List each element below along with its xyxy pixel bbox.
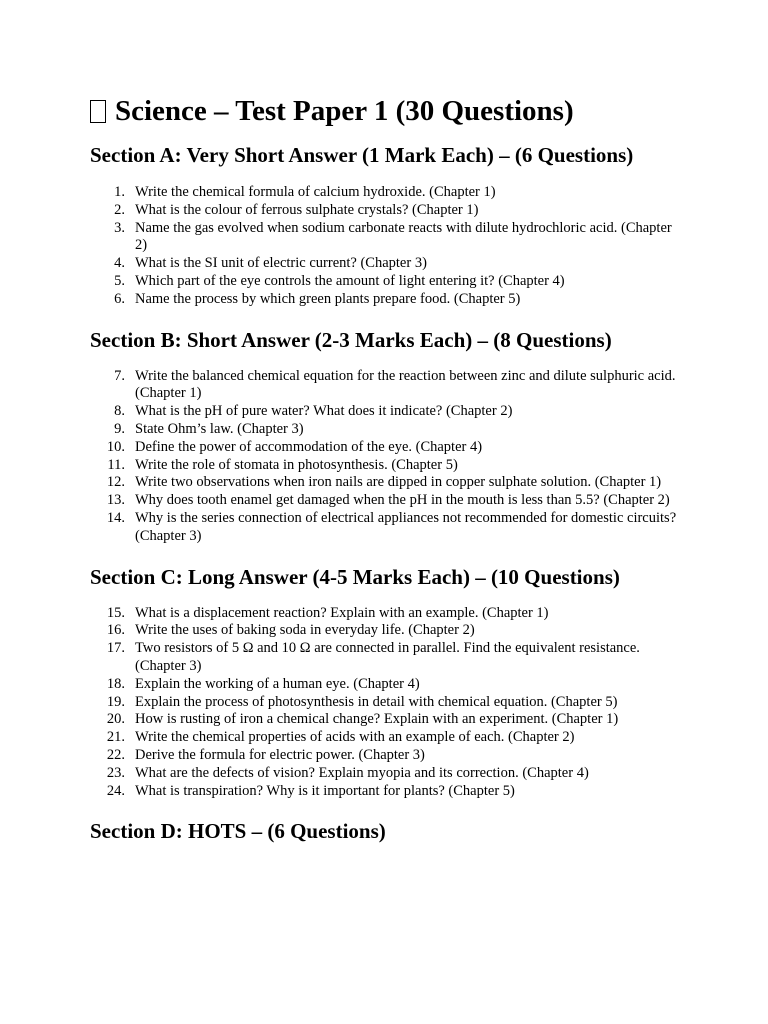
question-item xyxy=(90,765,678,783)
question-number: 22. xyxy=(106,746,125,763)
question-text: What is the colour of ferrous sulphate crystals? (Chapter 1) xyxy=(135,201,479,218)
question-item xyxy=(90,492,678,510)
question-item xyxy=(90,676,678,694)
question-number: 7. xyxy=(114,367,125,384)
question-item xyxy=(90,640,678,676)
question-text: Why is the series connection of electrical appliances not recommended for domestic circuits? (Chapter 3) xyxy=(135,509,677,544)
question-item xyxy=(90,457,678,475)
question-text: State Ohm’s law. (Chapter 3) xyxy=(135,420,304,437)
question-text: What is transpiration? Why is it important for plants? (Chapter 5) xyxy=(135,782,515,799)
question-text: What is a displacement reaction? Explain with an example. (Chapter 1) xyxy=(135,604,549,621)
page-title xyxy=(90,93,678,129)
question-item xyxy=(90,622,678,640)
question-text: Define the power of accommodation of the eye. (Chapter 4) xyxy=(135,438,483,455)
question-item xyxy=(90,220,678,256)
question-item xyxy=(90,439,678,457)
section-b-heading: Section B: Short Answer (2-3 Marks Each) – (8 Questions) xyxy=(90,327,612,352)
question-text: Explain the process of photosynthesis in detail with chemical equation. (Chapter 5) xyxy=(135,693,618,710)
question-text: Write the balanced chemical equation for the reaction between zinc and dilute sulphuric acid. (Chapter 1) xyxy=(135,367,676,402)
question-number: 23. xyxy=(106,764,125,781)
question-number: 1. xyxy=(114,184,125,200)
question-number: 12. xyxy=(106,474,125,491)
question-text: Explain the working of a human eye. (Chapter 4) xyxy=(135,675,420,692)
question-item xyxy=(90,474,678,492)
section-c-heading: Section C: Long Answer (4-5 Marks Each) – (10 Questions) xyxy=(90,564,620,589)
question-text: Name the process by which green plants prepare food. (Chapter 5) xyxy=(135,290,521,307)
missing-glyph-icon xyxy=(90,100,106,123)
question-item xyxy=(90,711,678,729)
question-number: 8. xyxy=(114,403,125,420)
section-c-question-list xyxy=(90,605,678,801)
question-number: 16. xyxy=(106,622,125,639)
question-item xyxy=(90,403,678,421)
question-number: 5. xyxy=(114,272,125,289)
question-text: Write the uses of baking soda in everyday life. (Chapter 2) xyxy=(135,622,475,639)
question-number: 20. xyxy=(106,711,125,728)
question-item xyxy=(90,368,678,404)
question-number: 4. xyxy=(114,255,125,272)
page-title-text: Science – Test Paper 1 (30 Questions) xyxy=(115,95,574,127)
question-number: 14. xyxy=(106,509,125,526)
question-number: 11. xyxy=(107,456,125,473)
question-number: 3. xyxy=(114,219,125,236)
question-item xyxy=(90,729,678,747)
question-number: 17. xyxy=(106,640,125,657)
section-a-question-list xyxy=(90,184,678,309)
question-item xyxy=(90,510,678,546)
question-text: Write the chemical formula of calcium hydroxide. (Chapter 1) xyxy=(135,184,496,200)
question-text: What is the SI unit of electric current? (Chapter 3) xyxy=(135,255,427,272)
question-text: Which part of the eye controls the amount of light entering it? (Chapter 4) xyxy=(135,272,565,289)
question-item xyxy=(90,255,678,273)
question-text: Why does tooth enamel get damaged when the pH in the mouth is less than 5.5? (Chapter 2) xyxy=(135,492,670,509)
question-number: 18. xyxy=(106,675,125,692)
question-item xyxy=(90,273,678,291)
question-item xyxy=(90,291,678,309)
question-item xyxy=(90,783,678,801)
question-text: How is rusting of iron a chemical change? Explain with an experiment. (Chapter 1) xyxy=(135,711,619,728)
question-number: 10. xyxy=(106,438,125,455)
question-number: 15. xyxy=(106,604,125,621)
question-item xyxy=(90,421,678,439)
question-text: What is the pH of pure water? What does it indicate? (Chapter 2) xyxy=(135,403,513,420)
question-text: Write the role of stomata in photosynthesis. (Chapter 5) xyxy=(135,456,458,473)
question-number: 19. xyxy=(106,693,125,710)
question-text: Two resistors of 5 Ω and 10 Ω are connected in parallel. Find the equivalent resistance. (Chapter 3) xyxy=(135,640,640,674)
question-number: 9. xyxy=(114,420,125,437)
question-item xyxy=(90,747,678,765)
section-d-heading: Section D: HOTS – (6 Questions) xyxy=(90,819,386,844)
question-number: 2. xyxy=(114,201,125,218)
question-number: 21. xyxy=(106,729,125,746)
question-text: Derive the formula for electric power. (Chapter 3) xyxy=(135,746,425,763)
question-number: 24. xyxy=(106,782,125,799)
question-text: Write the chemical properties of acids with an example of each. (Chapter 2) xyxy=(135,729,575,746)
question-item xyxy=(90,184,678,202)
question-number: 13. xyxy=(106,492,125,509)
section-a-heading: Section A: Very Short Answer (1 Mark Each) – (6 Questions) xyxy=(90,143,634,167)
question-item xyxy=(90,605,678,623)
question-text: What are the defects of vision? Explain myopia and its correction. (Chapter 4) xyxy=(135,764,589,781)
section-b-question-list xyxy=(90,368,678,546)
question-item xyxy=(90,694,678,712)
question-item xyxy=(90,202,678,220)
question-text: Write two observations when iron nails are dipped in copper sulphate solution. (Chapter 1) xyxy=(135,474,662,491)
question-text: Name the gas evolved when sodium carbonate reacts with dilute hydrochloric acid. (Chapter 2) xyxy=(135,219,672,254)
question-number: 6. xyxy=(114,290,125,307)
